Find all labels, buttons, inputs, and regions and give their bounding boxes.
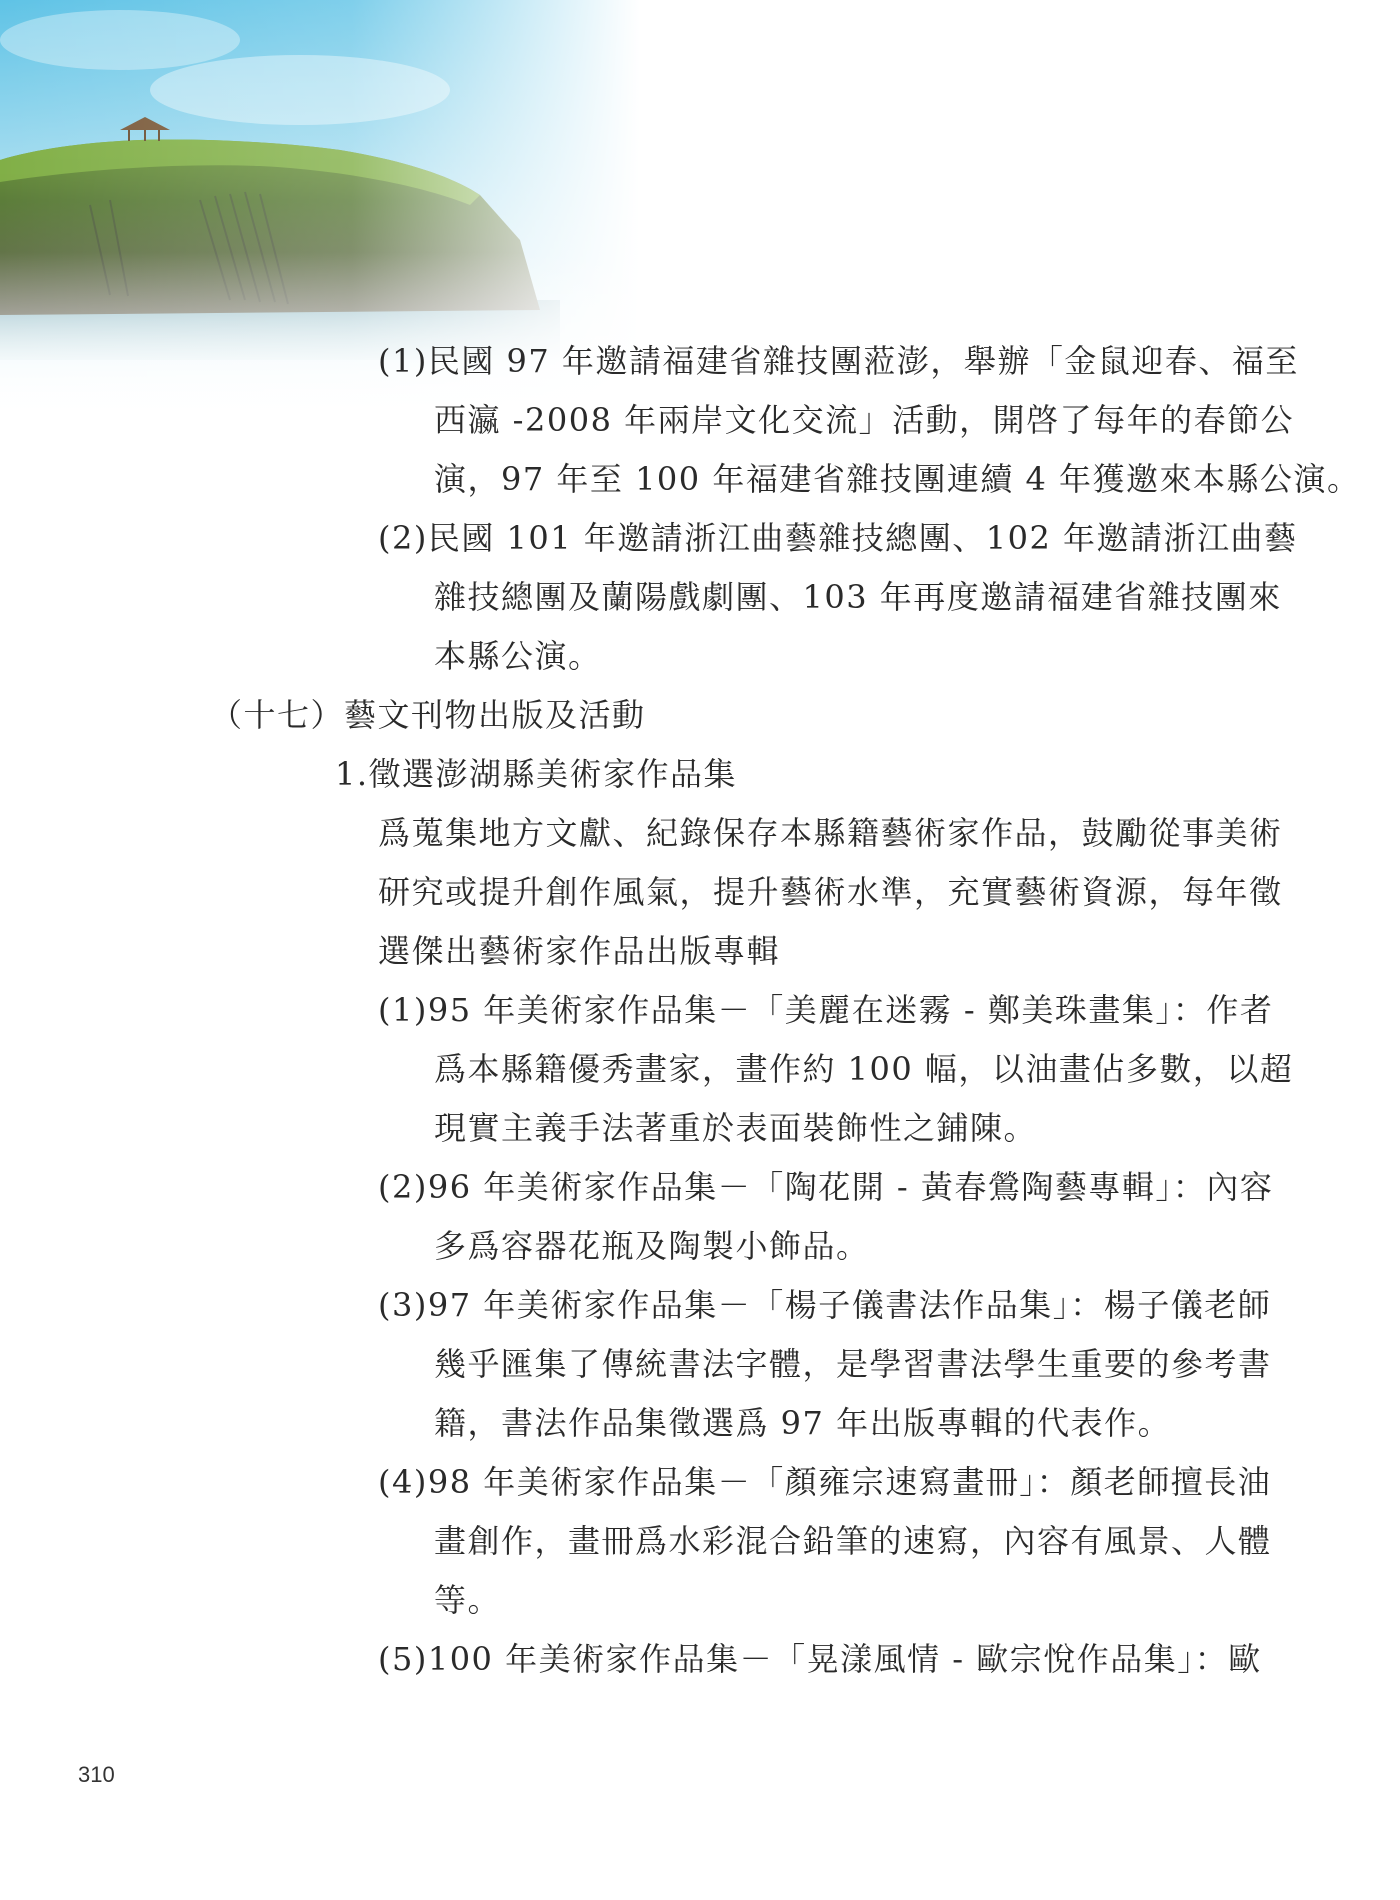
text-line: 等。 — [434, 1581, 502, 1619]
text-line: 研究或提升創作風氣，提升藝術水準，充實藝術資源，每年徵 — [378, 873, 1283, 911]
text-line: 爲本縣籍優秀畫家，畫作約 100 幅，以油畫佔多數，以超 — [434, 1050, 1294, 1088]
text-line: (4)98 年美術家作品集－「顏雍宗速寫畫冊」：顏老師擅長油 — [378, 1463, 1272, 1501]
text-line: (2)96 年美術家作品集－「陶花開 - 黃春鶯陶藝專輯」：內容 — [378, 1168, 1274, 1206]
text-line: 幾乎匯集了傳統書法字體，是學習書法學生重要的參考書 — [434, 1345, 1272, 1383]
subsection-heading: 1.徵選澎湖縣美術家作品集 — [335, 755, 738, 793]
section-heading: （十七）藝文刊物出版及活動 — [210, 696, 646, 734]
text-line: 畫創作，畫冊爲水彩混合鉛筆的速寫，內容有風景、人體 — [434, 1522, 1272, 1560]
text-line: 西瀛 -2008 年兩岸文化交流」活動，開啓了每年的春節公 — [434, 401, 1295, 439]
text-line: 演，97 年至 100 年福建省雜技團連續 4 年獲邀來本縣公演。 — [434, 460, 1361, 498]
page-number: 310 — [78, 1762, 115, 1787]
text-line: (3)97 年美術家作品集－「楊子儀書法作品集」：楊子儀老師 — [378, 1286, 1272, 1324]
text-line: 本縣公演。 — [434, 637, 602, 675]
text-line: 雜技總團及蘭陽戲劇團、103 年再度邀請福建省雜技團來 — [434, 578, 1282, 616]
text-line: 爲蒐集地方文獻、紀錄保存本縣籍藝術家作品，鼓勵從事美術 — [378, 814, 1283, 852]
text-line: 選傑出藝術家作品出版專輯 — [378, 932, 781, 970]
text-line: 籍，書法作品集徵選爲 97 年出版專輯的代表作。 — [434, 1404, 1172, 1442]
text-line: 多爲容器花瓶及陶製小飾品。 — [434, 1227, 870, 1265]
text-line: (1)95 年美術家作品集－「美麗在迷霧 - 鄭美珠畫集」：作者 — [378, 991, 1274, 1029]
text-line: (1)民國 97 年邀請福建省雜技團蒞澎，舉辦「金鼠迎春、福至 — [378, 342, 1299, 380]
text-line: (5)100 年美術家作品集－「晃漾風情 - 歐宗悅作品集」：歐 — [378, 1640, 1262, 1678]
text-line: (2)民國 101 年邀請浙江曲藝雜技總團、102 年邀請浙江曲藝 — [378, 519, 1298, 557]
text-line: 現實主義手法著重於表面裝飾性之鋪陳。 — [434, 1109, 1038, 1147]
